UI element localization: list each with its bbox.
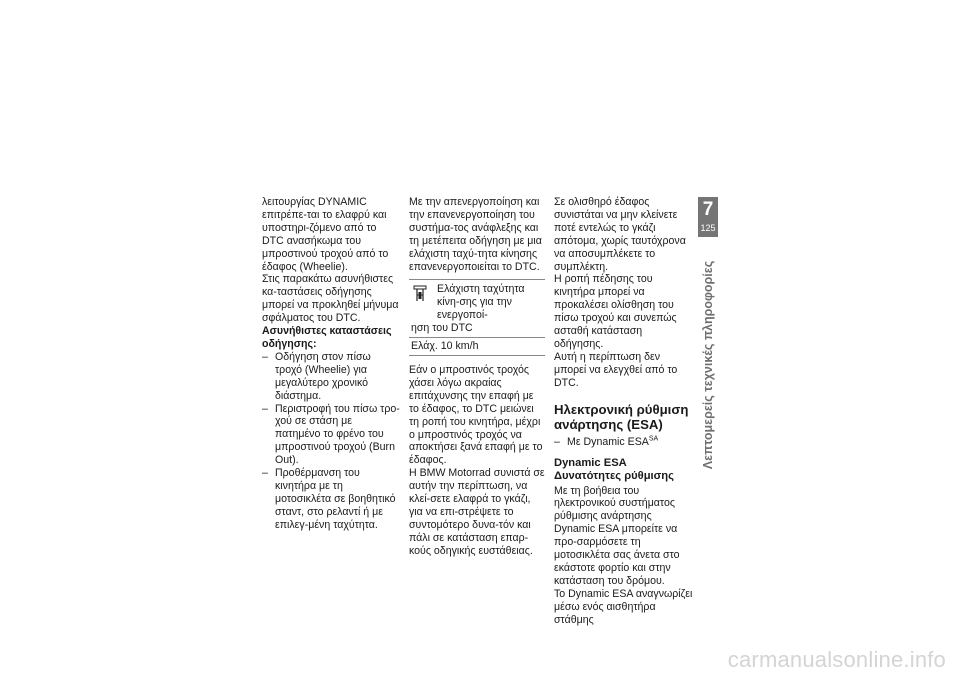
paragraph: Εάν ο μπροστινός τροχός χάσει λόγω ακραίας επιτάχυνσης την επαφή με το έδαφος, το DTC μειώνει τη ροπή του κινητήρα, μέχρι ο μπροστινός τροχός να αποκτήσει ξανά επαφή με το έδαφος. (409, 363, 543, 467)
paragraph: Σε ολισθηρό έδαφος συνιστάται να μην κλείνετε ποτέ εντελώς το γκάζι απότομα, χωρίς ταυτόχρονα να αποσυμπλέκετε το συμπλέκτη. (554, 196, 686, 273)
chapter-number: 7 (702, 199, 714, 220)
list-item-text: Με Dynamic ESA (567, 435, 649, 448)
paragraph: Το Dynamic ESA αναγνωρίζει μέσω ενός αισθητήρα στάθμης (554, 587, 693, 626)
paragraph: Στις παρακάτω ασυνήθιστες κα-ταστάσεις οδήγησης μπορεί να προκληθεί μήνυμα σφάλματος του DTC. (262, 273, 399, 325)
paragraph: Με την απενεργοποίηση και την επανενεργοποίηση του συστήμα-τος ανάφλεξης και τη μετέπειτα οδήγηση με μια ελάχιστη ταχύ-τητα κίνησης επανενεργοποιείται το DTC. (409, 196, 542, 273)
spec-note-box (409, 279, 545, 356)
list-heading: Ασυνήθιστες καταστάσεις οδήγησης: (262, 325, 392, 350)
chapter-tab (698, 197, 718, 237)
gauge-spec-icon (413, 285, 427, 303)
page-number: 125 (700, 223, 716, 233)
chapter-side-title (700, 242, 716, 487)
list-item (554, 436, 694, 449)
paragraph: Η ροπή πέδησης του κινητήρα μπορεί να προκαλέσει ολίσθηση του πίσω τροχού και συνεπώς ασταθή κατάσταση οδήγησης. (554, 273, 677, 350)
list-item: – Περιστροφή του πίσω τρο-χού σε στάση με πατημένο το φρένο του μπροστινού τροχού (Burn Out). (262, 403, 400, 468)
paragraph: λειτουργίας DYNAMIC επιτρέπε-ται το ελαφρύ και υποστηρι-ζόμενο από το DTC ανασήκωμα του μπροστινού τροχού από το έδαφος (Wheelie). (262, 196, 389, 273)
paragraph: Με τη βοήθεια του ηλεκτρονικού συστήματος ρύθμισης ανάρτησης Dynamic ESA μπορείτε να προ-σαρμόσετε τη μοτοσικλέτα σας άνετα στο εκάστοτε φορτίο και στην κατάσταση του δρόμου. (554, 484, 680, 587)
watermark: carmanualsonline.info (727, 647, 946, 672)
spec-note-text: Ελάχιστη ταχύτητα κίνη-σης για την ενεργοποί- (437, 283, 525, 322)
section-heading: Ηλεκτρονική ρύθμιση ανάρτησης (ESA) (554, 401, 689, 432)
text-column-2 (409, 196, 545, 558)
chapter-side-title-text: Λεπτομερείς τεχνικές πληροφορίες (701, 260, 715, 469)
subsection-heading: Dynamic ESA Δυνατότητες ρύθμισης (554, 456, 674, 482)
list-item: – Οδήγηση στον πίσω τροχό (Wheelie) για μεγαλύτερο χρονικό διάστημα. (262, 351, 400, 403)
text-column-1 (262, 196, 400, 532)
spec-note-text: ηση του DTC (411, 322, 473, 335)
text-column-3 (554, 196, 694, 626)
paragraph: Αυτή η περίπτωση δεν μπορεί να ελεγχθεί από το DTC. (554, 350, 678, 389)
list-item: – Προθέρμανση του κινητήρα με τη μοτοσικλέτα σε βοηθητικό σταντ, στο ρελαντί ή με επιλεγ-μένη ταχύτητα. (262, 467, 400, 532)
paragraph: Η BMW Motorrad συνιστά σε αυτήν την περίπτωση, να κλεί-σετε ελαφρά το γκάζι, για να επι-στρέψετε το συντομότερο δυνα-τόν και πάλι σε κατάσταση επαρ-κούς οδηγικής ευστάθειας. (409, 467, 545, 557)
spec-note-value: Ελάχ. 10 km/h (409, 337, 545, 355)
option-superscript: SA (648, 435, 659, 443)
spec-note-header (409, 280, 545, 337)
